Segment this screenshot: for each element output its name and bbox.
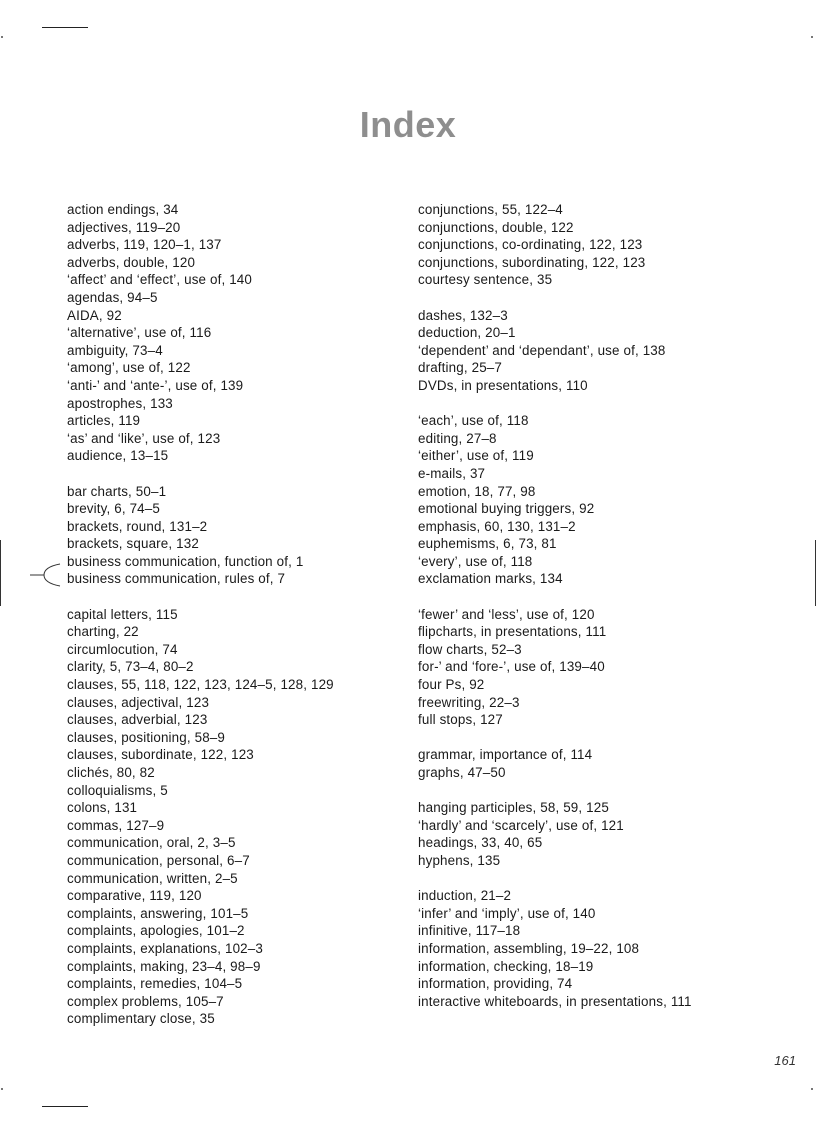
index-entry: ‘dependent’ and ‘dependant’, use of, 138 [418,342,666,358]
left-edge-mark [0,540,1,606]
index-entry: courtesy sentence, 35 [418,272,553,288]
index-entry: complaints, apologies, 101–2 [67,923,245,939]
index-entry: bar charts, 50–1 [67,483,167,499]
index-entry: editing, 27–8 [418,430,497,446]
index-entry: four Ps, 92 [418,677,485,693]
index-entry: deduction, 20–1 [418,325,516,341]
index-entry: colons, 131 [67,800,138,816]
page-number: 161 [774,1053,796,1068]
index-entry: audience, 13–15 [67,448,169,464]
crop-mark-bottom [42,1106,88,1107]
index-entry: information, providing, 74 [418,976,573,992]
index-entry: charting, 22 [67,624,139,640]
index-entry: business communication, rules of, 7 [67,571,286,587]
index-entry: brevity, 6, 74–5 [67,501,160,517]
index-entry: DVDs, in presentations, 110 [418,377,588,393]
index-entry: ambiguity, 73–4 [67,342,163,358]
index-entry: clichés, 80, 82 [67,765,155,780]
index-entry: brackets, square, 132 [67,536,199,552]
index-entry: dashes, 132–3 [418,307,508,323]
index-entry: articles, 119 [67,413,141,429]
index-entry: flow charts, 52–3 [418,641,522,657]
index-entry: emphasis, 60, 130, 131–2 [418,518,576,534]
index-entry: ‘affect’ and ‘effect’, use of, 140 [67,272,253,288]
index-right-column [418,201,788,1028]
index-entry: colloquialisms, 5 [67,782,168,798]
index-entry: complaints, answering, 101–5 [67,905,249,921]
index-group [418,746,788,781]
index-entry: emotional buying triggers, 92 [418,501,595,517]
index-group [67,483,407,589]
index-group [418,412,788,588]
index-entry: interactive whiteboards, in presentations, 111 [418,993,692,1009]
index-entry: comparative, 119, 120 [67,888,202,904]
index-entry: ‘hardly’ and ‘scarcely’, use of, 121 [418,817,624,833]
index-entry: complex problems, 105–7 [67,993,224,1009]
index-entry: clauses, subordinate, 122, 123 [67,747,254,763]
index-entry: capital letters, 115 [67,606,178,622]
index-entry: hyphens, 135 [418,852,501,868]
index-entry: clauses, adverbial, 123 [67,712,208,728]
index-entry: agendas, 94–5 [67,289,158,305]
index-entry: communication, written, 2–5 [67,870,238,886]
index-entry: complaints, making, 23–4, 98–9 [67,958,261,974]
index-entry: freewriting, 22–3 [418,694,520,710]
index-group [418,606,788,729]
index-entry: grammar, importance of, 114 [418,747,593,763]
index-entry: complaints, explanations, 102–3 [67,940,263,956]
index-entry: complimentary close, 35 [67,1011,215,1027]
index-entry: ‘every’, use of, 118 [418,553,533,569]
index-entry: adjectives, 119–20 [67,219,181,235]
index-entry: emotion, 18, 77, 98 [418,483,536,499]
index-entry: clauses, 55, 118, 122, 123, 124–5, 128, 129 [67,677,334,693]
index-entry: for-’ and ‘fore-’, use of, 139–40 [418,659,605,675]
index-entry: full stops, 127 [418,712,503,728]
index-entry: hanging participles, 58, 59, 125 [418,800,609,816]
index-entry: complaints, remedies, 104–5 [67,976,243,992]
index-group [418,799,788,869]
index-entry: clarity, 5, 73–4, 80–2 [67,659,194,675]
crop-mark-top [42,27,88,28]
index-entry: ‘as’ and ‘like’, use of, 123 [67,430,221,446]
index-entry: euphemisms, 6, 73, 81 [418,536,557,552]
index-entry: conjunctions, 55, 122–4 [418,202,563,217]
index-entry: information, assembling, 19–22, 108 [418,940,640,956]
index-entry: business communication, function of, 1 [67,553,304,569]
index-group [418,201,788,289]
index-entry: clauses, positioning, 58–9 [67,729,225,745]
index-entry: graphs, 47–50 [418,765,506,780]
index-group [418,887,788,1010]
index-entry: ‘either’, use of, 119 [418,448,534,464]
index-entry: clauses, adjectival, 123 [67,694,210,710]
index-entry: flipcharts, in presentations, 111 [418,624,607,640]
scan-dot [811,1088,813,1090]
index-group [67,201,407,465]
index-entry: exclamation marks, 134 [418,571,563,587]
index-group [67,606,407,1028]
index-entry: induction, 21–2 [418,888,512,904]
index-entry: adverbs, 119, 120–1, 137 [67,237,222,253]
index-entry: brackets, round, 131–2 [67,518,208,534]
index-entry: action endings, 34 [67,202,179,217]
scan-dot [811,36,813,38]
index-entry: conjunctions, double, 122 [418,219,574,235]
index-entry: conjunctions, co-ordinating, 122, 123 [418,237,643,253]
index-entry: ‘each’, use of, 118 [418,413,529,429]
index-entry: ‘fewer’ and ‘less’, use of, 120 [418,606,595,622]
index-entry: infinitive, 117–18 [418,923,521,939]
margin-bracket-mark [30,563,70,587]
scan-dot [1,36,3,38]
index-entry: conjunctions, subordinating, 122, 123 [418,254,646,270]
index-entry: AIDA, 92 [67,307,122,323]
scan-dot [1,1088,3,1090]
index-entry: ‘infer’ and ‘imply’, use of, 140 [418,905,596,921]
index-left-column [67,201,407,1046]
index-entry: apostrophes, 133 [67,395,173,411]
index-entry: communication, personal, 6–7 [67,852,250,868]
index-entry: commas, 127–9 [67,817,165,833]
index-entry: e-mails, 37 [418,465,486,481]
page-title: Index [359,104,457,145]
index-group [418,307,788,395]
index-entry: ‘among’, use of, 122 [67,360,191,376]
index-entry: ‘anti-’ and ‘ante-’, use of, 139 [67,377,244,393]
index-entry: communication, oral, 2, 3–5 [67,835,236,851]
index-entry: circumlocution, 74 [67,641,178,657]
index-entry: adverbs, double, 120 [67,254,196,270]
index-entry: ‘alternative’, use of, 116 [67,325,212,341]
index-entry: drafting, 25–7 [418,360,502,376]
index-entry: information, checking, 18–19 [418,958,594,974]
index-entry: headings, 33, 40, 65 [418,835,543,851]
